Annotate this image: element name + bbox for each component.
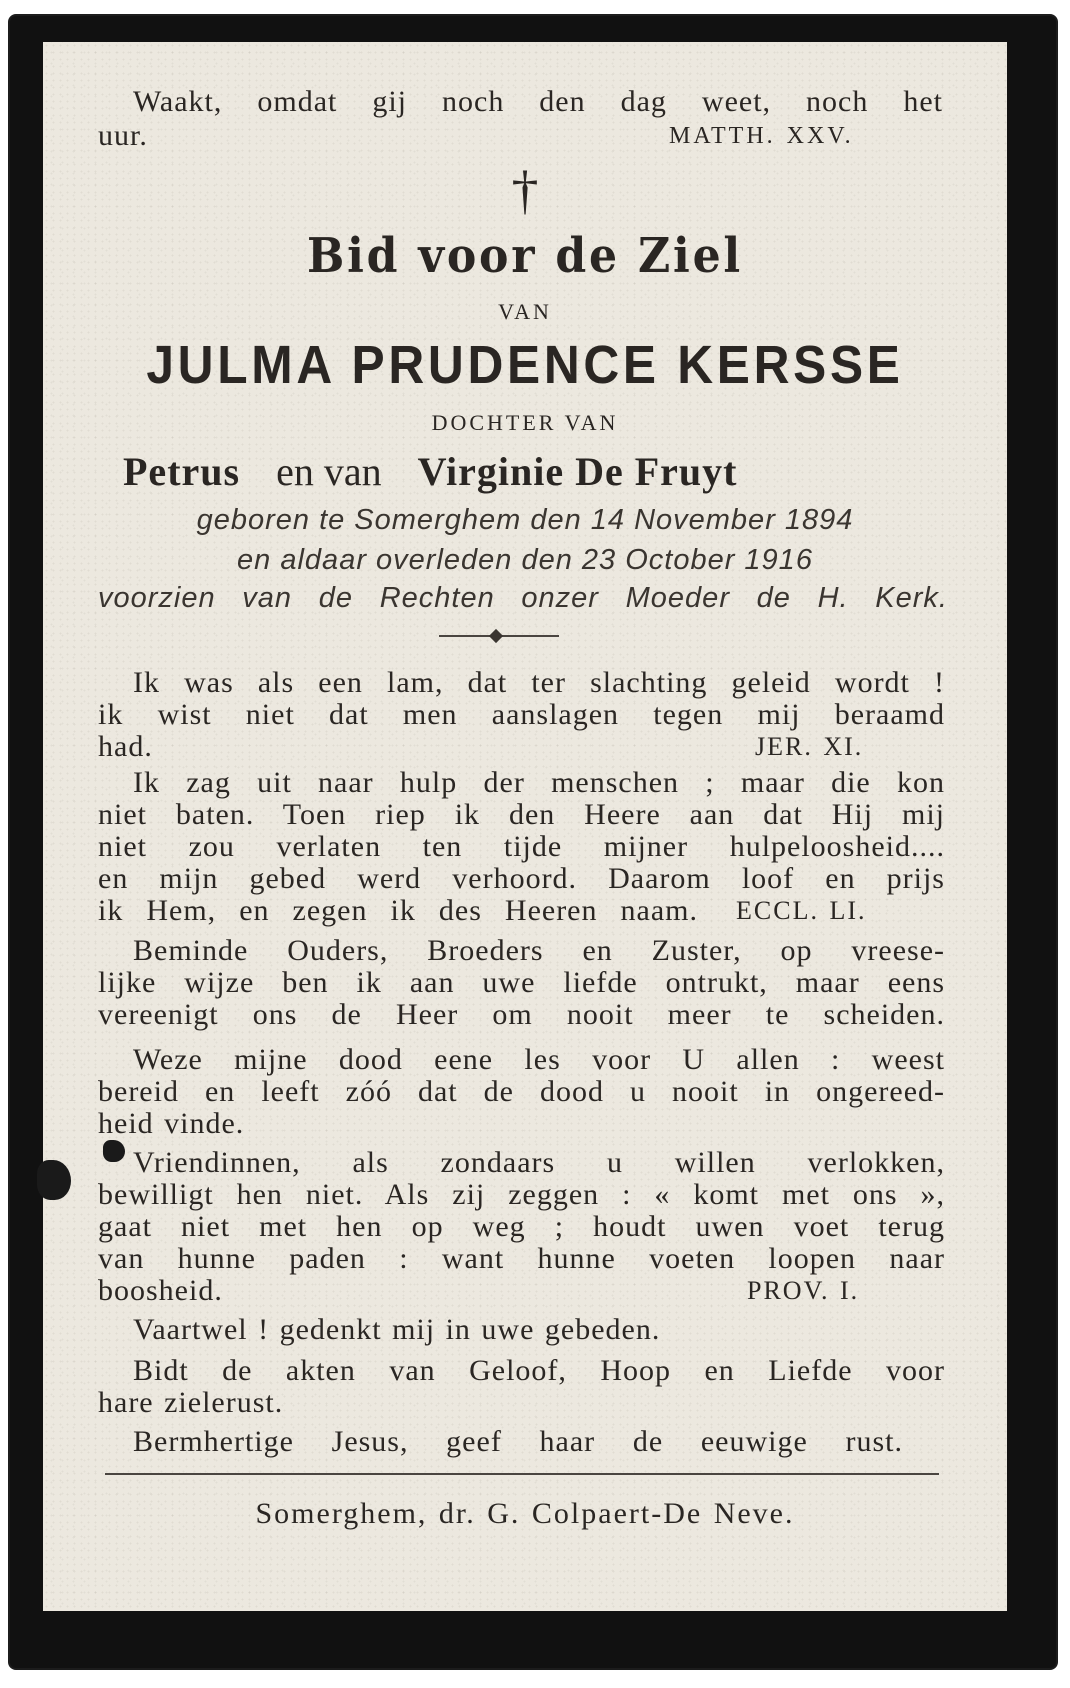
- p2-line-4: en mijn gebed werd verhoord. Daarom loof en prijs: [98, 862, 945, 895]
- deceased-name: JULMA PRUDENCE KERSSE: [146, 335, 904, 395]
- p5-reference: PROV. I.: [747, 1276, 860, 1305]
- ink-stain-small: [103, 1140, 125, 1162]
- mother-name: Virginie De Fruyt: [417, 449, 738, 494]
- ink-stain: [37, 1160, 71, 1200]
- p1-line-3: had.: [98, 730, 153, 763]
- p6-line-1: Vaartwel ! gedenkt mij in uwe gebeden.: [133, 1313, 661, 1346]
- p4-line-1: Weze mijne dood eene les voor U allen : weest: [133, 1043, 945, 1076]
- p2-reference: ECCL. LI.: [736, 896, 867, 925]
- p3-line-1: Beminde Ouders, Broeders en Zuster, op vreese-: [133, 934, 945, 967]
- p4-line-3: heid vinde.: [98, 1107, 245, 1140]
- card-title: Bid voor de Ziel: [307, 228, 743, 284]
- parents-connector: en van: [276, 449, 382, 494]
- p8-line-1: Bermhertige Jesus, geef haar de eeuwige rust.: [133, 1425, 903, 1458]
- memorial-card-paper: [43, 42, 1007, 1611]
- p2-line-3: niet zou verlaten ten tijde mijner hulpeloosheid....: [98, 830, 945, 863]
- parents-line: [123, 446, 943, 498]
- p5-line-3: gaat niet met hen op weg ; houdt uwen voet terug: [98, 1210, 945, 1243]
- epigraph-line-2: uur.: [98, 119, 148, 152]
- p1-reference: JER. XI.: [755, 732, 864, 761]
- p7-line-2: hare zielerust.: [98, 1386, 284, 1419]
- p5-line-2: bewilligt hen niet. Als zij zeggen : « komt met ons »,: [98, 1178, 945, 1211]
- van-label: VAN: [498, 299, 552, 324]
- death-details: en aldaar overleden den 23 October 1916: [237, 544, 813, 576]
- ornament-diamond-icon: [489, 629, 503, 643]
- p3-line-3: vereenigt ons de Heer om nooit meer te scheiden.: [98, 998, 945, 1031]
- p2-line-2: niet baten. Toen riep ik den Heere aan dat Hij mij: [98, 798, 945, 831]
- p5-line-5: boosheid.: [98, 1274, 223, 1307]
- p5-line-1: Vriendinnen, als zondaars u willen verlokken,: [133, 1146, 945, 1179]
- p3-line-2: lijke wijze ben ik aan uwe liefde ontrukt, maar eens: [98, 966, 945, 999]
- printer-imprint: Somerghem, dr. G. Colpaert-De Neve.: [255, 1497, 795, 1530]
- footer-rule: [105, 1473, 939, 1475]
- epigraph-reference: MATTH. XXV.: [669, 123, 854, 149]
- p2-line-5: ik Hem, en zegen ik des Heeren naam.: [98, 894, 698, 927]
- p7-line-1: Bidt de akten van Geloof, Hoop en Liefde voor: [133, 1354, 945, 1387]
- p1-line-2: ik wist niet dat men aanslagen tegen mij beraamd: [98, 698, 945, 731]
- epigraph-line-1: Waakt, omdat gij noch den dag weet, noch het: [133, 85, 943, 118]
- p4-line-2: bereid en leeft zóó dat de dood u nooit in ongereed-: [98, 1075, 945, 1108]
- father-name: Petrus: [123, 449, 241, 494]
- daughter-of-label: DOCHTER VAN: [431, 410, 619, 435]
- p1-line-1: Ik was als een lam, dat ter slachting geleid wordt !: [133, 666, 945, 699]
- p2-line-1: Ik zag uit naar hulp der menschen ; maar die kon: [133, 766, 945, 799]
- sacraments-details: voorzien van de Rechten onzer Moeder de H. Kerk.: [98, 582, 948, 614]
- p5-line-4: van hunne paden : want hunne voeten loopen naar: [98, 1242, 945, 1275]
- cross-icon: †: [511, 160, 539, 220]
- birth-details: geboren te Somerghem den 14 November 1894: [196, 504, 854, 536]
